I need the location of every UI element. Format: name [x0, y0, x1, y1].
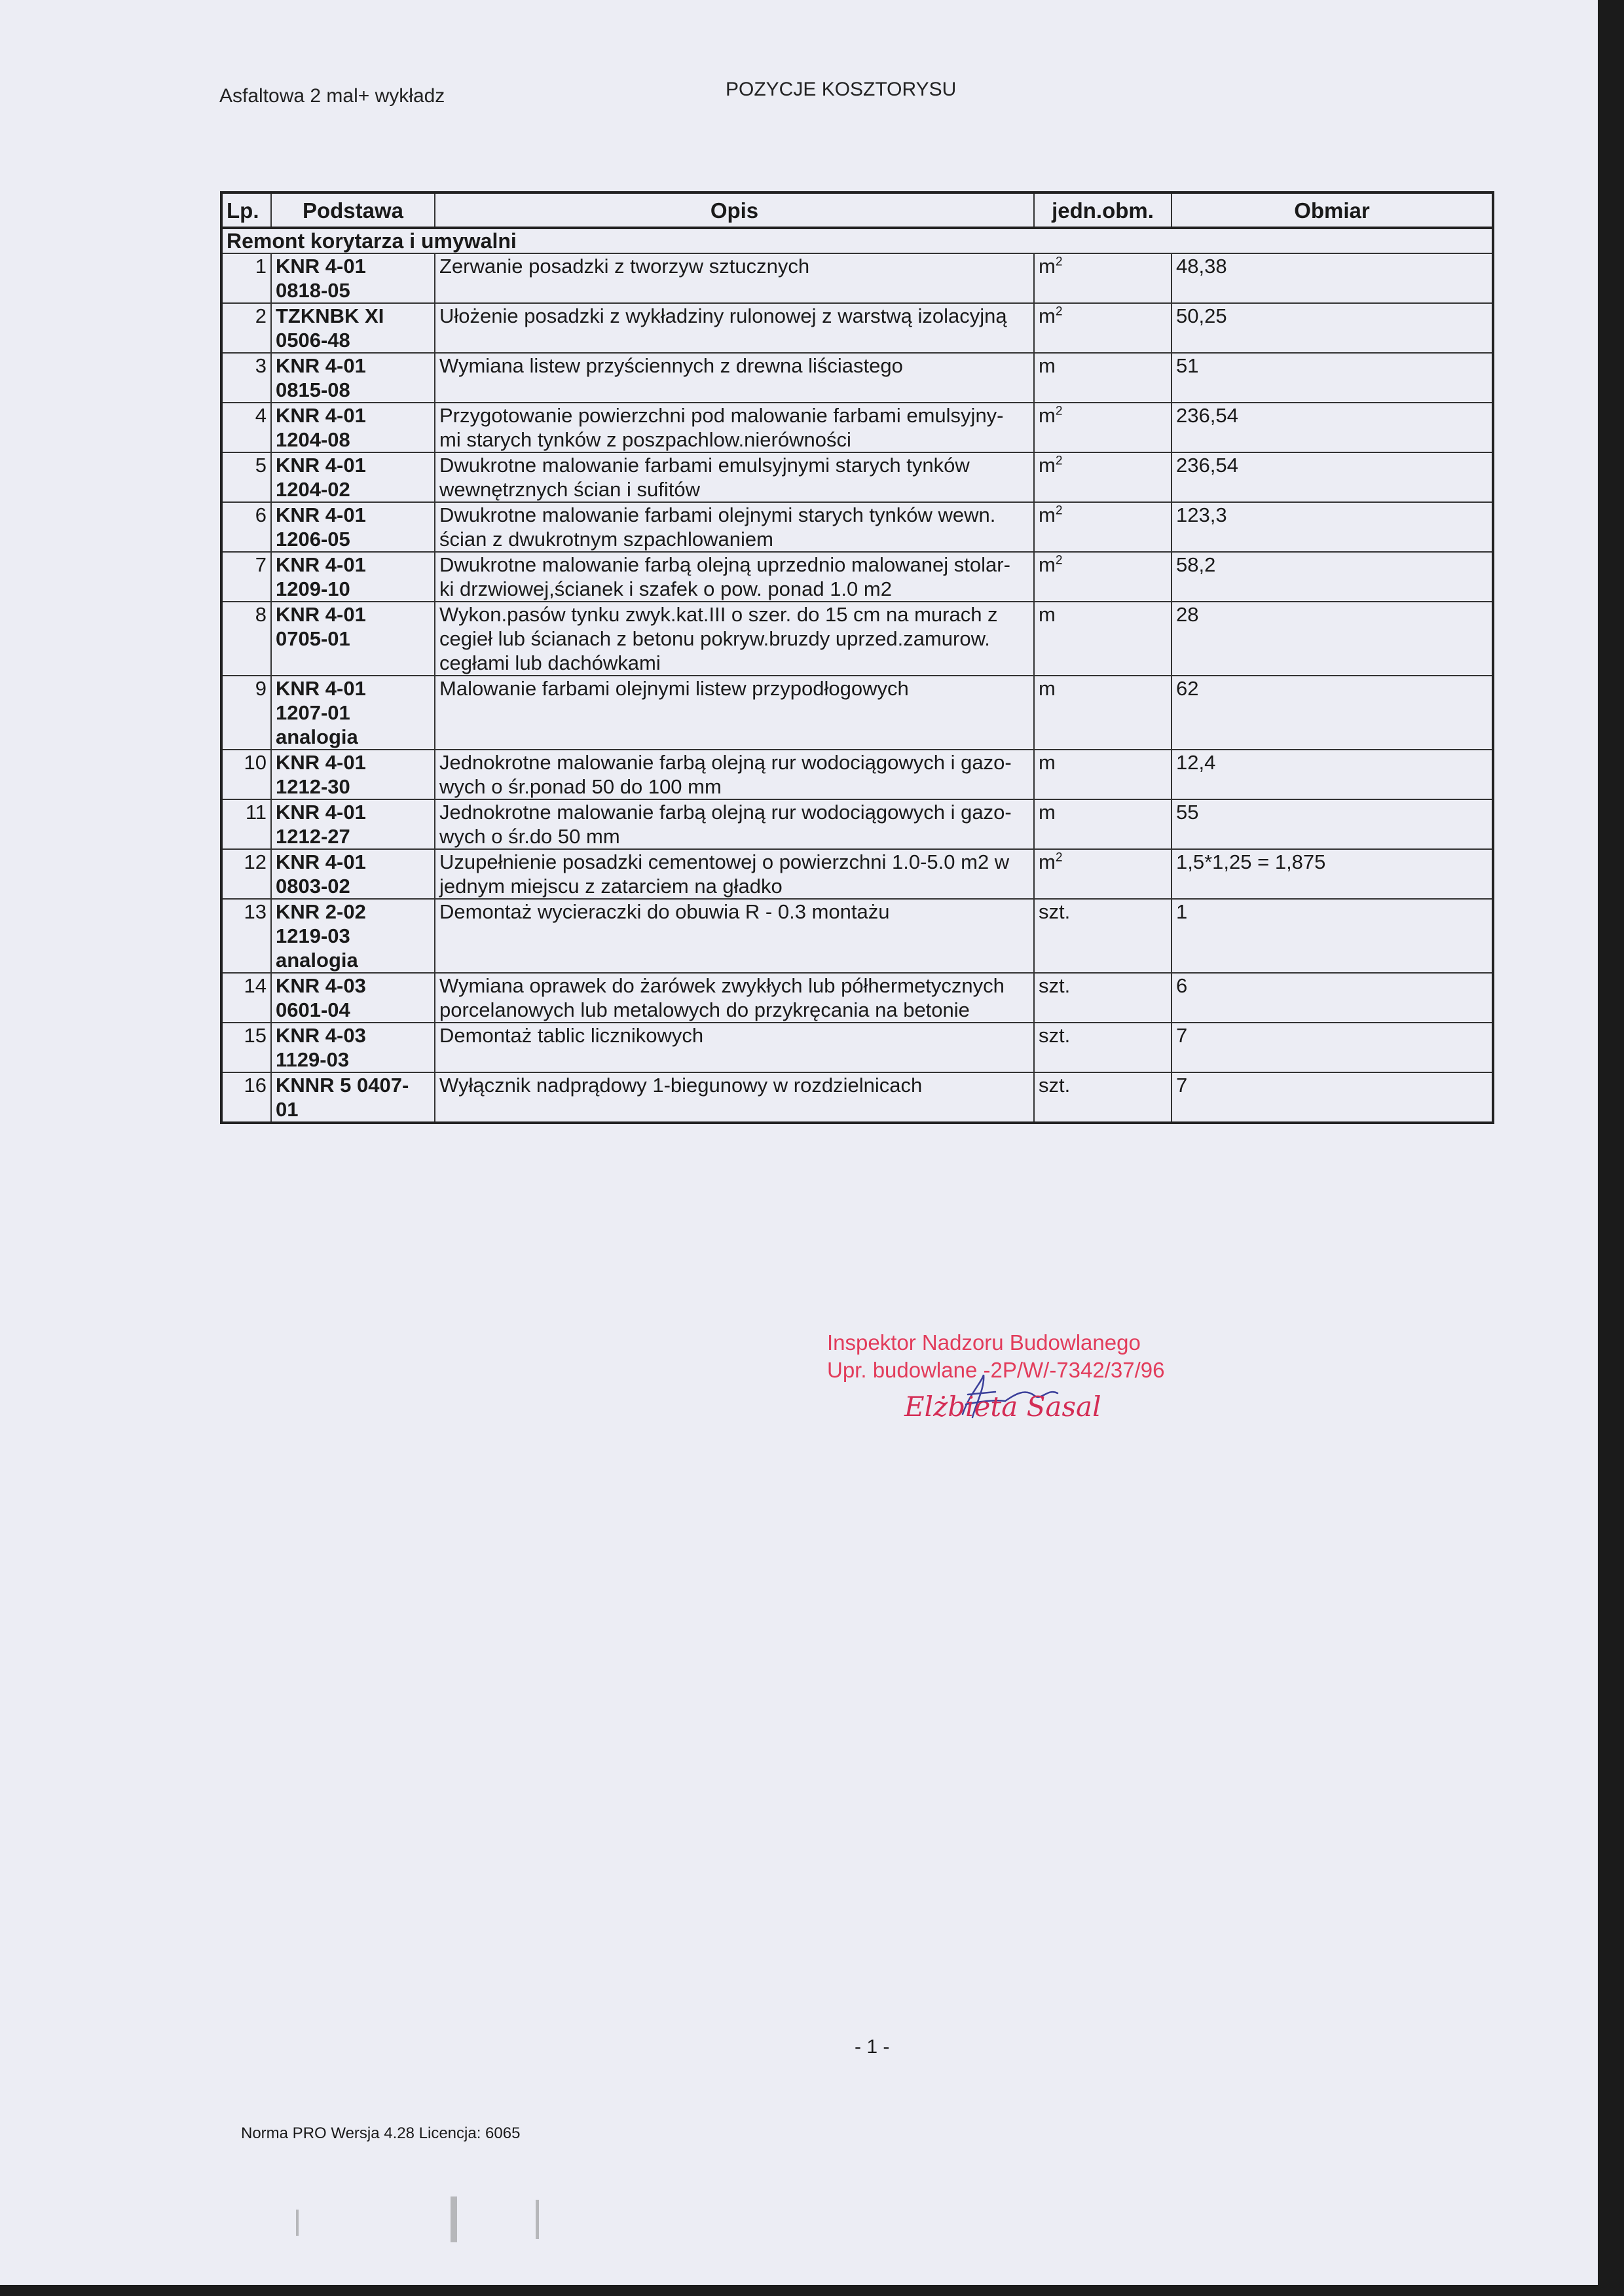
cell-obmiar: 48,38	[1172, 253, 1493, 303]
opis-line: jednym miejscu z zatarciem na gładko	[439, 875, 783, 898]
cell-unit	[1034, 750, 1172, 799]
cell-unit	[1034, 799, 1172, 849]
unit-text: szt.	[1039, 1024, 1071, 1047]
col-header-unit: jedn.obm.	[1034, 192, 1172, 228]
cell-obmiar: 236,54	[1172, 452, 1493, 502]
cell-unit	[1034, 849, 1172, 899]
unit-exponent: 2	[1055, 553, 1063, 568]
opis-line: Wymiana listew przyściennych z drewna liściastego	[439, 354, 903, 377]
opis-line: Ułożenie posadzki z wykładziny rulonowej z warstwą izolacyjną	[439, 304, 1007, 327]
podstawa-line: 1212-30	[276, 775, 350, 798]
cell-lp: 4	[221, 403, 271, 452]
cell-lp: 15	[221, 1023, 271, 1072]
cell-opis	[435, 1072, 1034, 1123]
opis-line: wych o śr.ponad 50 do 100 mm	[439, 775, 722, 798]
scan-mark	[296, 2210, 299, 2236]
opis-line: Demontaż tablic licznikowych	[439, 1024, 704, 1047]
opis-line: Uzupełnienie posadzki cementowej o powierzchni 1.0-5.0 m2 w	[439, 850, 1010, 873]
cell-lp: 8	[221, 602, 271, 676]
table-row	[221, 502, 1493, 552]
opis-line: cegieł lub ścianach z betonu pokryw.bruzdy uprzed.zamurow.	[439, 627, 990, 650]
opis-line: ki drzwiowej,ścianek i szafek o pow. ponad 1.0 m2	[439, 577, 892, 600]
podstawa-line: KNR 4-01	[276, 603, 366, 626]
col-header-podstawa: Podstawa	[271, 192, 435, 228]
cell-podstawa	[271, 973, 435, 1023]
podstawa-line: KNR 4-01	[276, 850, 366, 873]
cell-lp: 1	[221, 253, 271, 303]
podstawa-line: KNR 2-02	[276, 900, 366, 923]
cell-obmiar: 28	[1172, 602, 1493, 676]
unit-exponent: 2	[1055, 255, 1063, 269]
cell-obmiar: 50,25	[1172, 303, 1493, 353]
table-header-row	[221, 192, 1493, 228]
cell-podstawa	[271, 750, 435, 799]
unit-text: m	[1039, 304, 1056, 327]
podstawa-line: 1204-02	[276, 478, 350, 501]
cell-opis	[435, 899, 1034, 973]
podstawa-line: KNR 4-03	[276, 1024, 366, 1047]
podstawa-line: 1129-03	[276, 1048, 350, 1071]
podstawa-line: 0815-08	[276, 378, 350, 401]
cell-obmiar: 6	[1172, 973, 1493, 1023]
opis-line: Zerwanie posadzki z tworzyw sztucznych	[439, 255, 810, 278]
unit-text: szt.	[1039, 1074, 1071, 1097]
opis-line: Wykon.pasów tynku zwyk.kat.III o szer. do 15 cm na murach z	[439, 603, 998, 626]
inspector-stamp	[827, 1329, 1194, 1421]
stamp-license: Upr. budowlane -2P/W/-7342/37/96	[827, 1358, 1165, 1382]
scan-mark	[451, 2196, 457, 2242]
cell-lp: 14	[221, 973, 271, 1023]
cell-opis	[435, 973, 1034, 1023]
unit-text: m	[1039, 255, 1056, 278]
unit-exponent: 2	[1055, 404, 1063, 418]
podstawa-line: KNNR 5 0407-	[276, 1074, 409, 1097]
stamp-name: Elżbieta Sasal	[904, 1391, 1101, 1423]
cell-podstawa	[271, 552, 435, 602]
cell-unit	[1034, 502, 1172, 552]
cell-podstawa	[271, 849, 435, 899]
podstawa-line: KNR 4-01	[276, 553, 366, 576]
table-row	[221, 303, 1493, 353]
cell-opis	[435, 602, 1034, 676]
podstawa-line: 0506-48	[276, 329, 350, 352]
cell-lp: 2	[221, 303, 271, 353]
cell-lp: 12	[221, 849, 271, 899]
cell-podstawa	[271, 899, 435, 973]
podstawa-line: analogia	[276, 949, 358, 972]
table-row	[221, 1023, 1493, 1072]
unit-exponent: 2	[1055, 850, 1063, 865]
podstawa-line: 0601-04	[276, 998, 350, 1021]
opis-line: cegłami lub dachówkami	[439, 651, 661, 674]
unit-text: m	[1039, 801, 1056, 824]
opis-line: Przygotowanie powierzchni pod malowanie farbami emulsyjny-	[439, 404, 1004, 427]
podstawa-line: KNR 4-01	[276, 801, 366, 824]
table-row	[221, 452, 1493, 502]
podstawa-line: analogia	[276, 725, 358, 748]
col-header-lp: Lp.	[221, 192, 271, 228]
cell-opis	[435, 403, 1034, 452]
cell-podstawa	[271, 676, 435, 750]
cell-lp: 5	[221, 452, 271, 502]
cell-lp: 3	[221, 353, 271, 403]
opis-line: porcelanowych lub metalowych do przykręcania na betonie	[439, 998, 970, 1021]
cell-obmiar: 51	[1172, 353, 1493, 403]
cell-podstawa	[271, 303, 435, 353]
opis-line: Dwukrotne malowanie farbami emulsyjnymi starych tynków	[439, 454, 970, 477]
cell-opis	[435, 750, 1034, 799]
cell-unit	[1034, 552, 1172, 602]
cell-obmiar: 62	[1172, 676, 1493, 750]
podstawa-line: 1212-27	[276, 825, 350, 848]
cell-opis	[435, 1023, 1034, 1072]
cell-obmiar: 1	[1172, 899, 1493, 973]
cell-unit	[1034, 973, 1172, 1023]
table-row	[221, 799, 1493, 849]
cell-obmiar: 7	[1172, 1072, 1493, 1123]
opis-line: Dwukrotne malowanie farbą olejną uprzednio malowanej stolar-	[439, 553, 1010, 576]
unit-exponent: 2	[1055, 454, 1063, 468]
table-row	[221, 973, 1493, 1023]
table-row	[221, 602, 1493, 676]
cell-obmiar: 58,2	[1172, 552, 1493, 602]
cell-opis	[435, 502, 1034, 552]
section-row	[221, 228, 1493, 253]
unit-text: m	[1039, 553, 1056, 576]
opis-line: Jednokrotne malowanie farbą olejną rur wodociągowych i gazo-	[439, 751, 1012, 774]
cell-lp: 16	[221, 1072, 271, 1123]
cell-lp: 11	[221, 799, 271, 849]
header-estimate-name: Asfaltowa 2 mal+ wykładz	[219, 85, 445, 107]
unit-text: m	[1039, 454, 1056, 477]
table-row	[221, 552, 1493, 602]
opis-line: wych o śr.do 50 mm	[439, 825, 620, 848]
cell-unit	[1034, 602, 1172, 676]
opis-line: ścian z dwukrotnym szpachlowaniem	[439, 528, 773, 551]
table-row	[221, 253, 1493, 303]
podstawa-line: KNR 4-01	[276, 677, 366, 700]
stamp-title: Inspektor Nadzoru Budowlanego	[827, 1330, 1141, 1355]
cell-obmiar: 55	[1172, 799, 1493, 849]
opis-line: Dwukrotne malowanie farbami olejnymi starych tynków wewn.	[439, 503, 996, 526]
cell-obmiar: 123,3	[1172, 502, 1493, 552]
podstawa-line: KNR 4-01	[276, 354, 366, 377]
cell-podstawa	[271, 1023, 435, 1072]
cell-podstawa	[271, 799, 435, 849]
unit-exponent: 2	[1055, 503, 1063, 518]
cell-obmiar: 7	[1172, 1023, 1493, 1072]
cell-lp: 13	[221, 899, 271, 973]
podstawa-line: KNR 4-01	[276, 503, 366, 526]
podstawa-line: 0705-01	[276, 627, 350, 650]
opis-line: Wymiana oprawek do żarówek zwykłych lub półhermetycznych	[439, 974, 1005, 997]
estimate-table	[220, 191, 1494, 1124]
section-title: Remont korytarza i umywalni	[221, 228, 1493, 253]
opis-line: Demontaż wycieraczki do obuwia R - 0.3 montażu	[439, 900, 890, 923]
podstawa-line: KNR 4-01	[276, 255, 366, 278]
page-number: - 1 -	[855, 2036, 890, 2058]
unit-text: m	[1039, 404, 1056, 427]
cell-obmiar: 1,5*1,25 = 1,875	[1172, 849, 1493, 899]
cell-opis	[435, 253, 1034, 303]
cell-unit	[1034, 1072, 1172, 1123]
table-row	[221, 899, 1493, 973]
table-row	[221, 676, 1493, 750]
podstawa-line: 0803-02	[276, 875, 350, 898]
cell-obmiar: 236,54	[1172, 403, 1493, 452]
cell-podstawa	[271, 353, 435, 403]
cell-unit	[1034, 899, 1172, 973]
unit-text: m	[1039, 354, 1056, 377]
cell-unit	[1034, 303, 1172, 353]
unit-text: m	[1039, 751, 1056, 774]
header-title: POZYCJE KOSZTORYSU	[726, 79, 957, 100]
cell-lp: 6	[221, 502, 271, 552]
cell-unit	[1034, 253, 1172, 303]
podstawa-line: 01	[276, 1098, 299, 1121]
cell-opis	[435, 353, 1034, 403]
opis-line: Malowanie farbami olejnymi listew przypodłogowych	[439, 677, 909, 700]
cell-opis	[435, 303, 1034, 353]
cell-opis	[435, 676, 1034, 750]
table-row	[221, 353, 1493, 403]
cell-lp: 9	[221, 676, 271, 750]
opis-line: Jednokrotne malowanie farbą olejną rur wodociągowych i gazo-	[439, 801, 1012, 824]
podstawa-line: 1204-08	[276, 428, 350, 451]
cell-podstawa	[271, 1072, 435, 1123]
software-footer: Norma PRO Wersja 4.28 Licencja: 6065	[241, 2124, 521, 2142]
table-row	[221, 750, 1493, 799]
table-row	[221, 1072, 1493, 1123]
cell-opis	[435, 552, 1034, 602]
cell-podstawa	[271, 502, 435, 552]
unit-text: m	[1039, 850, 1056, 873]
cell-unit	[1034, 676, 1172, 750]
unit-text: szt.	[1039, 974, 1071, 997]
cell-obmiar: 12,4	[1172, 750, 1493, 799]
cell-lp: 10	[221, 750, 271, 799]
col-header-obmiar: Obmiar	[1172, 192, 1493, 228]
unit-text: szt.	[1039, 900, 1071, 923]
cell-lp: 7	[221, 552, 271, 602]
unit-text: m	[1039, 503, 1056, 526]
podstawa-line: KNR 4-01	[276, 454, 366, 477]
cell-unit	[1034, 403, 1172, 452]
opis-line: wewnętrznych ścian i sufitów	[439, 478, 700, 501]
cell-unit	[1034, 353, 1172, 403]
cell-opis	[435, 849, 1034, 899]
podstawa-line: KNR 4-01	[276, 404, 366, 427]
podstawa-line: 1206-05	[276, 528, 350, 551]
podstawa-line: 1219-03	[276, 924, 350, 947]
cell-opis	[435, 452, 1034, 502]
unit-text: m	[1039, 603, 1056, 626]
cell-podstawa	[271, 452, 435, 502]
podstawa-line: 1207-01	[276, 701, 350, 724]
podstawa-line: 0818-05	[276, 279, 350, 302]
scan-mark	[536, 2200, 539, 2239]
cell-podstawa	[271, 602, 435, 676]
podstawa-line: KNR 4-01	[276, 751, 366, 774]
unit-text: m	[1039, 677, 1056, 700]
cell-podstawa	[271, 403, 435, 452]
podstawa-line: 1209-10	[276, 577, 350, 600]
table-row	[221, 849, 1493, 899]
col-header-opis: Opis	[435, 192, 1034, 228]
cell-podstawa	[271, 253, 435, 303]
unit-exponent: 2	[1055, 304, 1063, 319]
podstawa-line: KNR 4-03	[276, 974, 366, 997]
cell-unit	[1034, 452, 1172, 502]
cell-opis	[435, 799, 1034, 849]
podstawa-line: TZKNBK XI	[276, 304, 384, 327]
opis-line: Wyłącznik nadprądowy 1-biegunowy w rozdzielnicach	[439, 1074, 923, 1097]
table-row	[221, 403, 1493, 452]
cell-unit	[1034, 1023, 1172, 1072]
opis-line: mi starych tynków z poszpachlow.nierówności	[439, 428, 851, 451]
